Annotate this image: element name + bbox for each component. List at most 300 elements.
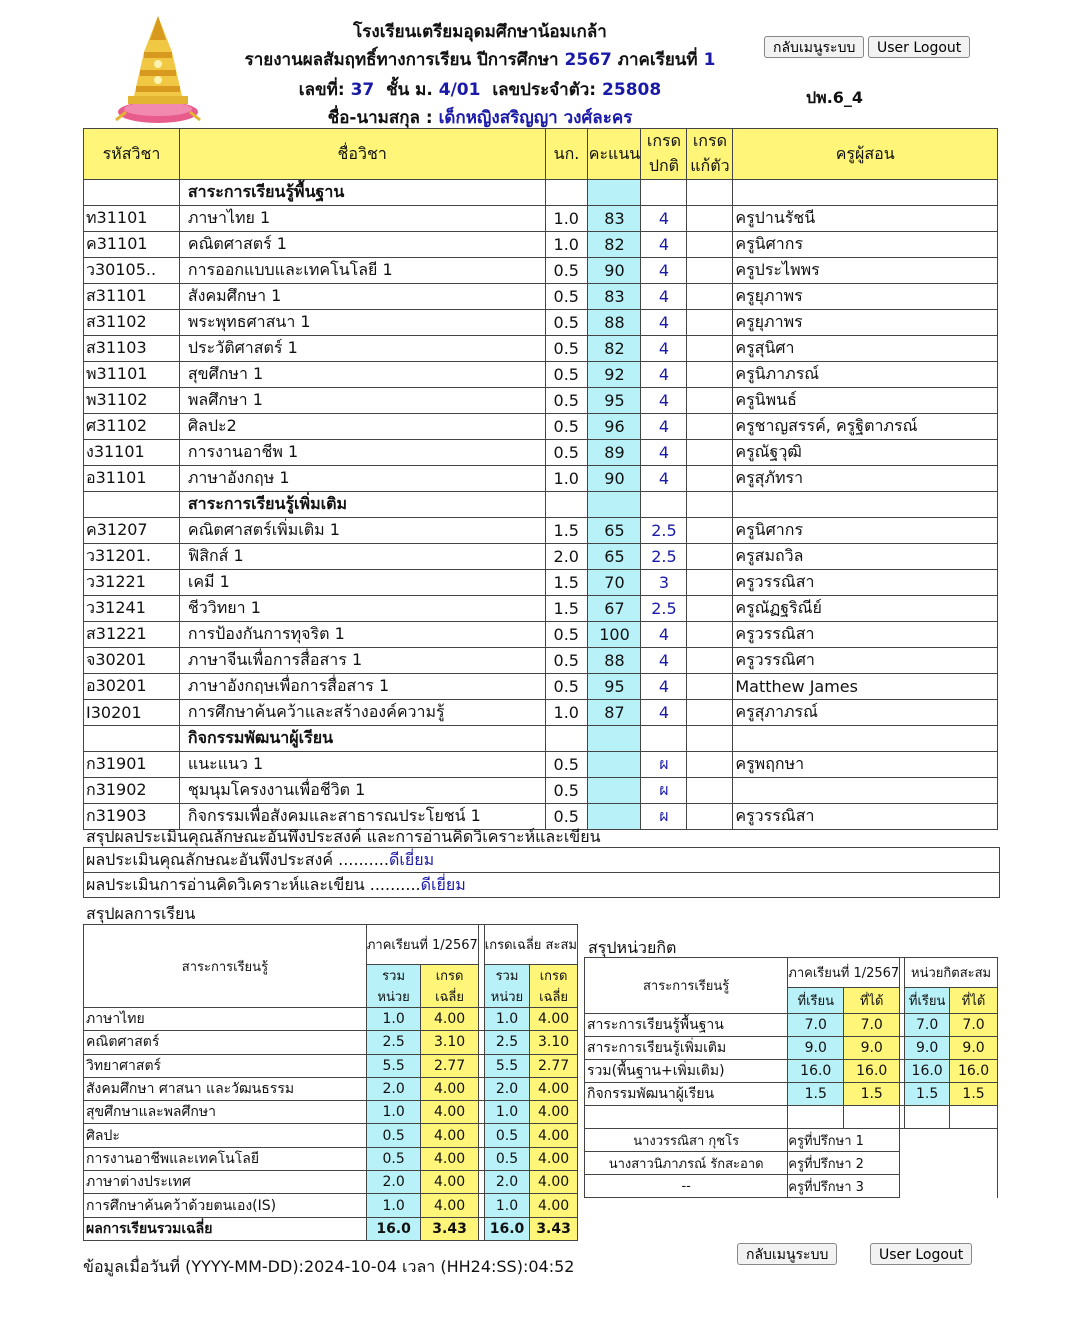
section-grade-cell [641,180,687,206]
subject-fix-grade [687,336,733,362]
summary-term-units: 1.0 [366,1194,421,1217]
credits-subject: รวม(พื้นฐาน+เพิ่มเติม) [585,1060,788,1083]
credits-blank-cell [950,1106,998,1129]
subject-score: 82 [588,232,641,258]
subject-teacher: ครูนิพนธ์ [733,388,998,414]
advisor-name: -- [585,1175,788,1198]
subject-teacher: ครูสุนิศา [733,336,998,362]
summary-cum-units: 5.5 [484,1054,529,1077]
credits-subject: กิจกรรมพัฒนาผู้เรียน [585,1083,788,1106]
summary-row [84,1124,578,1147]
summary-subject: ภาษาต่างประเทศ [84,1171,367,1194]
subject-score: 65 [588,518,641,544]
summary-subject: การงานอาชีพและเทคโนโลยี [84,1147,367,1170]
summary-term-units: 2.0 [366,1171,421,1194]
subject-score: 82 [588,336,641,362]
subject-teacher: ครูณัฏฐริณีย์ [733,596,998,622]
subject-score: 88 [588,310,641,336]
subject-row [84,414,998,440]
summary-subject: ศิลปะ [84,1124,367,1147]
subject-row [84,466,998,492]
subject-fix-grade [687,752,733,778]
subject-score: 92 [588,362,641,388]
reading-result: ดีเยี่ยม [420,875,466,894]
subject-fix-grade [687,466,733,492]
credits-sub-studied: ที่เรียน [788,988,844,1014]
subject-grade: 3 [641,570,687,596]
subject-fix-grade [687,622,733,648]
subject-grade: ผ [641,804,687,830]
summary-total-label: ผลการเรียนรวมเฉลี่ย [84,1217,367,1240]
subject-teacher: ครูยุภาพร [733,310,998,336]
credits-blank-cell [585,1106,788,1129]
credits-blank-cell [844,1106,900,1129]
summary-cum-units: 2.5 [484,1031,529,1054]
student-name-line: ชื่อ-นามสกุล : เด็กหญิงสริญญา วงศ์ละคร [327,108,633,128]
subject-credit: 0.5 [545,648,588,674]
subject-grade: 4 [641,232,687,258]
summary-total-cum-grade: 3.43 [530,1217,578,1240]
subject-code: ส31101 [84,284,180,310]
subject-grade: 4 [641,466,687,492]
summary-row [84,1147,578,1170]
subject-code: ก31902 [84,778,180,804]
subject-grade: 4 [641,284,687,310]
subject-grade: 4 [641,310,687,336]
credits-term-studied: 16.0 [788,1060,844,1083]
summary-cum-units: 2.0 [484,1171,529,1194]
subject-credit: 0.5 [545,310,588,336]
subject-score: 67 [588,596,641,622]
summary-subject: ภาษาไทย [84,1008,367,1031]
section-row [84,726,998,752]
summary-term-units: 1.0 [366,1008,421,1031]
summary-term-grade: 4.00 [421,1101,478,1124]
credits-term-earned: 16.0 [844,1060,900,1083]
subject-teacher: ครูสุภัทรา [733,466,998,492]
characteristic-result: ดีเยี่ยม [388,850,435,869]
subject-teacher: ครูนิภาภรณ์ [733,362,998,388]
summary-sub-grade-cum: เกรด เฉลี่ย [530,965,578,1008]
credits-cum-earned: 9.0 [950,1037,998,1060]
subject-grade: 4 [641,414,687,440]
subject-row [84,336,998,362]
subject-fix-grade [687,544,733,570]
summary-total-cum-units: 16.0 [484,1217,529,1240]
credits-blank-cell [788,1106,844,1129]
summary-table [83,924,578,1241]
subject-fix-grade [687,258,733,284]
section-title: สาระการเรียนรู้เพิ่มเติม [179,492,545,518]
summary-row [84,1194,578,1217]
subject-row [84,596,998,622]
advisor-empty [900,1129,998,1152]
summary-term-grade: 4.00 [421,1171,478,1194]
subject-teacher: Matthew James [733,674,998,700]
subject-name: การงานอาชีพ 1 [179,440,545,466]
subject-name: การศึกษาค้นคว้าและสร้างองค์ความรู้ [179,700,545,726]
subject-fix-grade [687,310,733,336]
subject-name: สุขศึกษา 1 [179,362,545,388]
subject-code: ท31101 [84,206,180,232]
subject-credit: 1.5 [545,596,588,622]
summary-row [84,1077,578,1100]
subject-teacher: ครูชาญสรรค์, ครูฐิตาภรณ์ [733,414,998,440]
subject-teacher: ครูพฤกษา [733,752,998,778]
school-name: โรงเรียนเตรียมอุดมศึกษาน้อมเกล้า [353,22,607,42]
summary-total-row [84,1217,578,1240]
summary-header-term: ภาคเรียนที่ 1/2567 [366,925,478,965]
credits-row [585,1014,998,1037]
subject-credit: 0.5 [545,752,588,778]
credits-header-term: ภาคเรียนที่ 1/2567 [788,958,900,988]
credits-row [585,1060,998,1083]
summary-term-units: 5.5 [366,1054,421,1077]
summary-subject: คณิตศาสตร์ [84,1031,367,1054]
subject-row [84,310,998,336]
subject-grade: 4 [641,258,687,284]
student-info-line: เลขที่: 37 ชั้น ม. 4/01 เลขประจำตัว: 25808 [298,80,662,100]
subject-teacher: ครูวรรณิศา [733,648,998,674]
section-title: สาระการเรียนรู้พื้นฐาน [179,180,545,206]
subject-name: พลศึกษา 1 [179,388,545,414]
subject-row [84,752,998,778]
subject-name: ภาษาอังกฤษ 1 [179,466,545,492]
section-code-cell [84,726,180,752]
subject-credit: 0.5 [545,362,588,388]
subject-name: คณิตศาสตร์ 1 [179,232,545,258]
subject-row [84,388,998,414]
summary-cum-units: 1.0 [484,1194,529,1217]
subject-credit: 0.5 [545,258,588,284]
subject-code: ง31101 [84,440,180,466]
subject-row [84,778,998,804]
advisor-row [585,1152,998,1175]
summary-term-units: 2.0 [366,1077,421,1100]
grades-table [83,128,998,830]
subject-name: ฟิสิกส์ 1 [179,544,545,570]
subject-grade: 4 [641,206,687,232]
credits-subject: สาระการเรียนรู้พื้นฐาน [585,1014,788,1037]
summary-subject: สังคมศึกษา ศาสนา และวัฒนธรรม [84,1077,367,1100]
section-teacher-cell [733,492,998,518]
credits-cum-earned: 7.0 [950,1014,998,1037]
subject-name: ประวัติศาสตร์ 1 [179,336,545,362]
credits-table [584,957,998,1198]
subject-score: 90 [588,466,641,492]
section-credit-cell [545,492,588,518]
section-row [84,180,998,206]
summary-cum-units: 1.0 [484,1101,529,1124]
subject-name: สังคมศึกษา 1 [179,284,545,310]
subject-grade: 4 [641,648,687,674]
subject-credit: 1.0 [545,232,588,258]
characteristic-evaluation: ผลประเมินคุณลักษณะอันพึงประสงค์ ..........ดีเยี่ยม [83,847,1000,873]
subject-code: ส31103 [84,336,180,362]
summary-cum-grade: 2.77 [530,1054,578,1077]
subject-fix-grade [687,570,733,596]
credits-blank-row [585,1106,998,1129]
subject-fix-grade [687,778,733,804]
subject-teacher: ครูวรรณิสา [733,804,998,830]
student-id: 25808 [602,80,662,100]
subject-fix-grade [687,804,733,830]
credits-term-studied: 9.0 [788,1037,844,1060]
section-title: กิจกรรมพัฒนาผู้เรียน [179,726,545,752]
subject-grade: ผ [641,752,687,778]
credits-subject: สาระการเรียนรู้เพิ่มเติม [585,1037,788,1060]
user-logout-button[interactable]: User Logout [868,36,970,58]
subject-code: ศ31102 [84,414,180,440]
section-teacher-cell [733,180,998,206]
subject-grade: 4 [641,362,687,388]
report-title: รายงานผลสัมฤทธิ์ทางการเรียน ปีการศึกษา 2567 ภาคเรียนที่ 1 [244,50,716,70]
credits-term-earned: 7.0 [844,1014,900,1037]
advisor-row [585,1175,998,1198]
subject-row [84,206,998,232]
section-grade-cell [641,726,687,752]
subject-code: I30201 [84,700,180,726]
summary-cum-grade: 4.00 [530,1171,578,1194]
subject-score: 83 [588,206,641,232]
subject-code: ก31901 [84,752,180,778]
subject-row [84,648,998,674]
section-fix-cell [687,180,733,206]
subject-credit: 1.0 [545,466,588,492]
subject-score: 89 [588,440,641,466]
summary-term-units: 0.5 [366,1124,421,1147]
section-code-cell [84,180,180,206]
subject-fix-grade [687,232,733,258]
subject-code: ส31221 [84,622,180,648]
header-grade: เกรด ปกติ [641,129,687,180]
subject-fix-grade [687,518,733,544]
subject-row [84,440,998,466]
user-logout-button-bottom[interactable]: User Logout [870,1243,972,1265]
credits-cum-studied: 1.5 [905,1083,950,1106]
subject-credit: 1.5 [545,570,588,596]
subject-fix-grade [687,388,733,414]
section-score-cell [588,492,641,518]
summary-cum-units: 0.5 [484,1147,529,1170]
summary-sub-units-cum: รวม หน่วย [484,965,529,1008]
summary-header-subject: สาระการเรียนรู้ [84,925,367,1008]
section-score-cell [588,180,641,206]
section-row [84,492,998,518]
subject-grade: 2.5 [641,596,687,622]
subject-code: ก31903 [84,804,180,830]
summary-cum-units: 2.0 [484,1077,529,1100]
subject-teacher: ครูนิศากร [733,232,998,258]
credits-sub-earned: ที่ได้ [844,988,900,1014]
subject-credit: 0.5 [545,388,588,414]
subject-grade: 4 [641,440,687,466]
credits-sub-studied-cum: ที่เรียน [905,988,950,1014]
subject-row [84,674,998,700]
subject-fix-grade [687,440,733,466]
subject-code: จ30201 [84,648,180,674]
subject-teacher: ครูณัฐวุฒิ [733,440,998,466]
summary-total-term-grade: 3.43 [421,1217,478,1240]
reading-evaluation: ผลประเมินการอ่านคิดวิเคราะห์และเขียน ..........ดีเยี่ยม [83,872,1000,898]
credits-header-subject: สาระการเรียนรู้ [585,958,788,1014]
summary-term-units: 2.5 [366,1031,421,1054]
subject-row [84,622,998,648]
subject-code: ค31207 [84,518,180,544]
subject-row [84,700,998,726]
student-name: เด็กหญิงสริญญา วงศ์ละคร [438,108,633,128]
header-credit: นก. [545,129,588,180]
section-code-cell [84,492,180,518]
section-teacher-cell [733,726,998,752]
subject-name: ศิลปะ2 [179,414,545,440]
subject-credit: 0.5 [545,622,588,648]
subject-grade: 4 [641,674,687,700]
data-timestamp: ข้อมูลเมื่อวันที่ (YYYY-MM-DD):2024-10-04 เวลา (HH24:SS):04:52 [83,1257,575,1276]
credits-term-studied: 7.0 [788,1014,844,1037]
summary-term-grade: 4.00 [421,1194,478,1217]
section-score-cell [588,726,641,752]
subject-name: พระพุทธศาสนา 1 [179,310,545,336]
summary-sub-grade: เกรด เฉลี่ย [421,965,478,1008]
advisor-name: นางสาวนิภาภรณ์ รักสะอาด [585,1152,788,1175]
back-to-menu-button[interactable]: กลับเมนูระบบ [764,36,864,58]
subject-fix-grade [687,206,733,232]
advisor-empty [900,1175,998,1198]
subject-row [84,518,998,544]
summary-cum-grade: 4.00 [530,1194,578,1217]
section-fix-cell [687,726,733,752]
summary-term-grade: 4.00 [421,1008,478,1031]
subject-score: 88 [588,648,641,674]
summary-row [84,1031,578,1054]
subject-row [84,258,998,284]
subject-score: 90 [588,258,641,284]
credits-term-earned: 1.5 [844,1083,900,1106]
summary-row [84,1054,578,1077]
subject-score: 87 [588,700,641,726]
subject-name: คณิตศาสตร์เพิ่มเติม 1 [179,518,545,544]
subject-name: ชุมนุมโครงงานเพื่อชีวิต 1 [179,778,545,804]
subject-credit: 0.5 [545,804,588,830]
summary-cum-units: 1.0 [484,1008,529,1031]
subject-teacher: ครูนิศากร [733,518,998,544]
subject-fix-grade [687,284,733,310]
subject-score: 100 [588,622,641,648]
subject-code: ว31221 [84,570,180,596]
subject-code: พ31102 [84,388,180,414]
advisor-empty [900,1152,998,1175]
advisor-row [585,1129,998,1152]
subject-grade: 4 [641,388,687,414]
summary-cum-grade: 4.00 [530,1077,578,1100]
summary-subject: สุขศึกษาและพลศึกษา [84,1101,367,1124]
subject-fix-grade [687,648,733,674]
subject-grade: 4 [641,700,687,726]
subject-name: ภาษาไทย 1 [179,206,545,232]
subject-credit: 0.5 [545,284,588,310]
subject-credit: 0.5 [545,440,588,466]
subject-row [84,570,998,596]
subject-score [588,752,641,778]
advisor-role: ครูที่ปรึกษา 2 [788,1152,900,1175]
subject-teacher: ครูสมถวิล [733,544,998,570]
summary-term-grade: 4.00 [421,1077,478,1100]
subject-score: 96 [588,414,641,440]
credits-cum-earned: 1.5 [950,1083,998,1106]
credits-blank-cell [905,1106,950,1129]
subject-code: ว31201. [84,544,180,570]
subject-fix-grade [687,700,733,726]
subject-teacher: ครูปานรัชนี [733,206,998,232]
subject-credit: 2.0 [545,544,588,570]
subject-grade: 2.5 [641,544,687,570]
summary-header-average: เกรดเฉลี่ย สะสม [484,925,577,965]
section-credit-cell [545,726,588,752]
subject-fix-grade [687,596,733,622]
report-term: 1 [703,50,716,70]
subject-fix-grade [687,674,733,700]
back-to-menu-button-bottom[interactable]: กลับเมนูระบบ [737,1243,837,1265]
form-code: ปพ.6_4 [806,88,864,107]
summary-title: สรุปผลการเรียน [86,904,196,923]
credits-cum-studied: 7.0 [905,1014,950,1037]
subject-code: พ31101 [84,362,180,388]
subject-fix-grade [687,362,733,388]
subject-name: แนะแนว 1 [179,752,545,778]
summary-total-term-units: 16.0 [366,1217,421,1240]
summary-row [84,1171,578,1194]
subject-credit: 1.0 [545,206,588,232]
summary-cum-grade: 4.00 [530,1101,578,1124]
subject-row [84,362,998,388]
subject-credit: 1.5 [545,518,588,544]
credits-row [585,1037,998,1060]
header-subject: ชื่อวิชา [179,129,545,180]
summary-subject: วิทยาศาสตร์ [84,1054,367,1077]
subject-code: ว31241 [84,596,180,622]
subject-code: อ30201 [84,674,180,700]
advisor-name: นางวรรณิสา กุชโร [585,1129,788,1152]
subject-code: ว30105.. [84,258,180,284]
subject-teacher: ครูวรรณิสา [733,570,998,596]
section-grade-cell [641,492,687,518]
credits-header-total: หน่วยกิตสะสม [905,958,998,988]
summary-term-grade: 2.77 [421,1054,478,1077]
subject-row [84,284,998,310]
subject-credit: 0.5 [545,336,588,362]
subject-teacher [733,778,998,804]
subject-name: กิจกรรมเพื่อสังคมและสาธารณประโยชน์ 1 [179,804,545,830]
student-class: 4/01 [438,80,481,100]
section-credit-cell [545,180,588,206]
subject-fix-grade [687,414,733,440]
subject-credit: 0.5 [545,674,588,700]
summary-subject: การศึกษาค้นคว้าด้วยตนเอง(IS) [84,1194,367,1217]
summary-term-grade: 4.00 [421,1147,478,1170]
credits-title: สรุปหน่วยกิต [588,938,677,957]
header-score: คะแนน [588,129,641,180]
subject-row [84,544,998,570]
subject-teacher: ครูสุภาภรณ์ [733,700,998,726]
subject-score: 83 [588,284,641,310]
subject-grade: 4 [641,622,687,648]
section-fix-cell [687,492,733,518]
subject-teacher: ครูวรรณิสา [733,622,998,648]
subject-teacher: ครูประไพพร [733,258,998,284]
summary-cum-grade: 3.10 [530,1031,578,1054]
subject-name: การป้องกันการทุจริต 1 [179,622,545,648]
